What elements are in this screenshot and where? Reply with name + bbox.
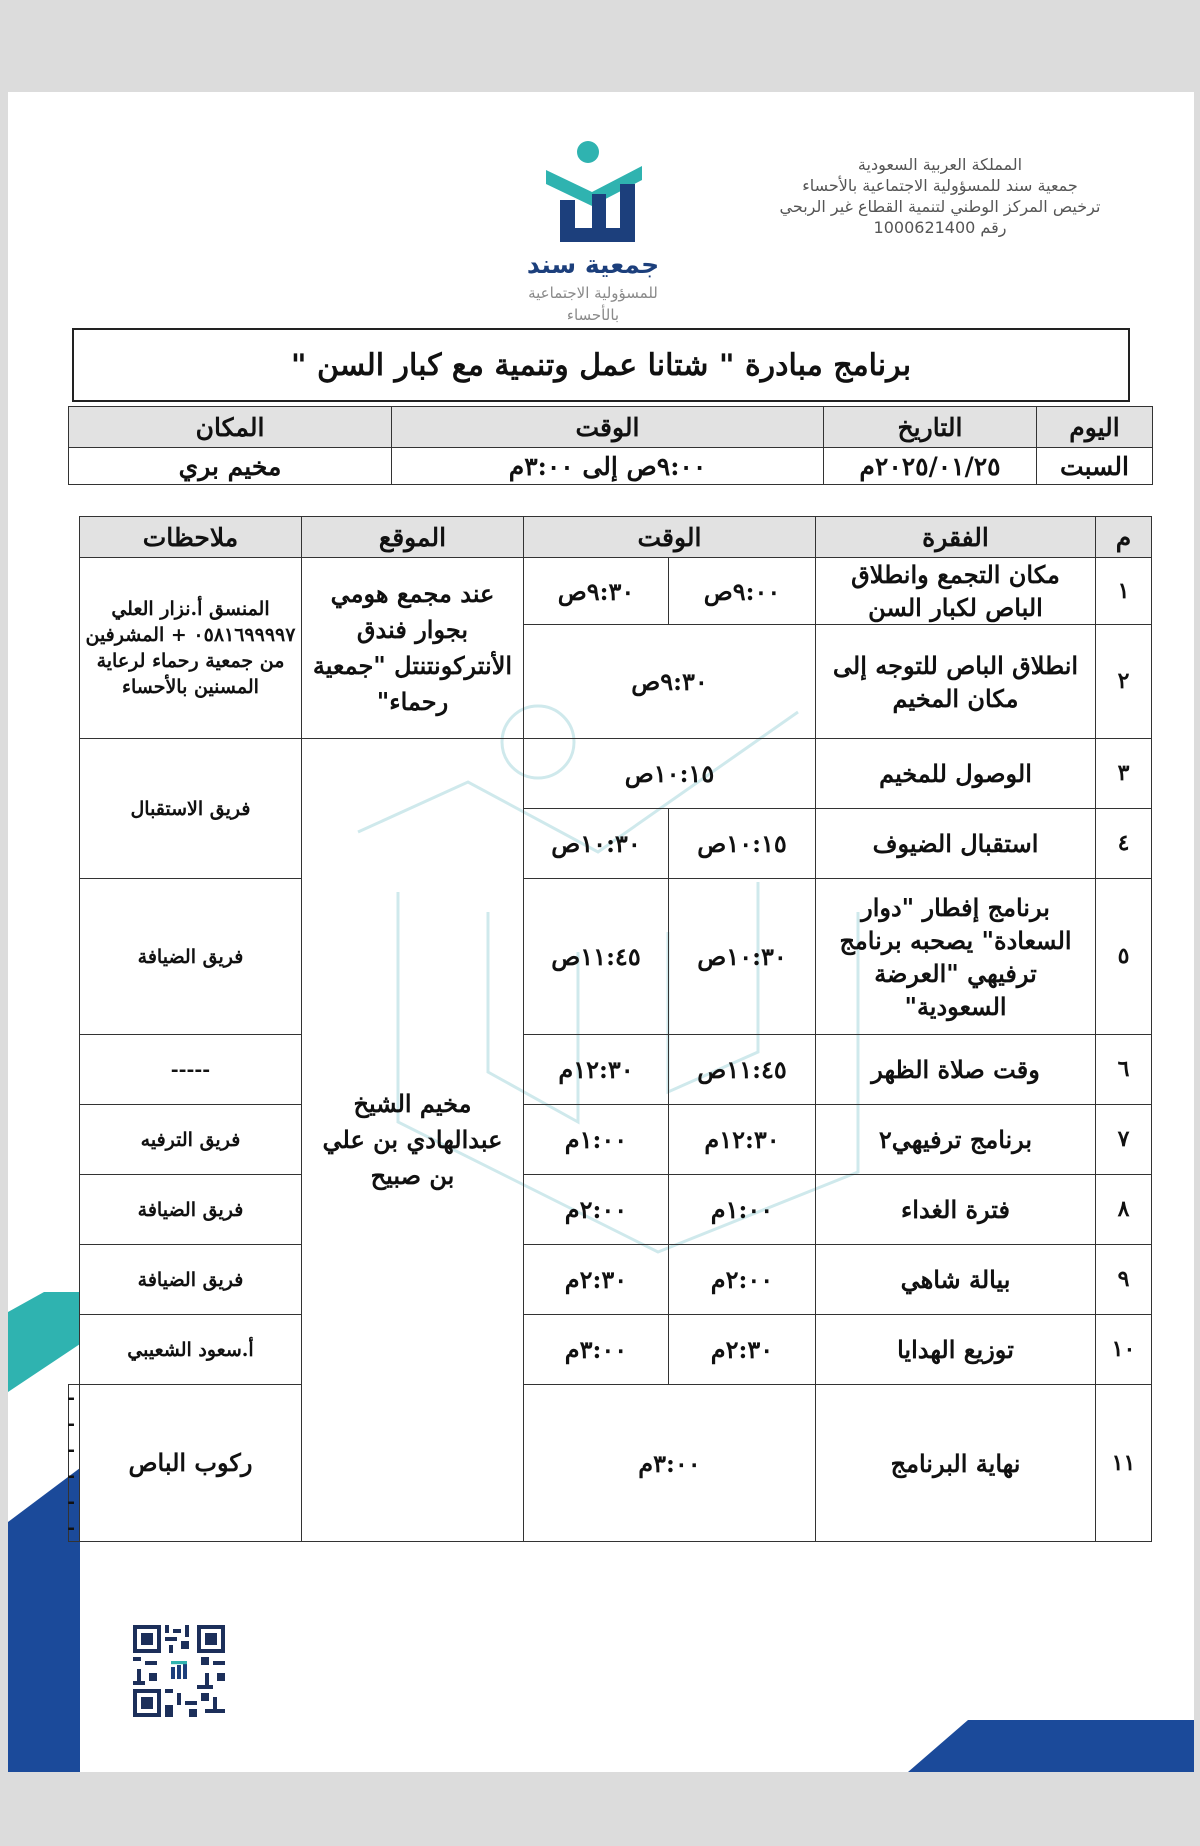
- org-line-country: المملكة العربية السعودية: [857, 155, 1023, 174]
- row-time-to: ٢:٠٠م: [523, 1175, 668, 1245]
- row-time-from: ٢:٣٠م: [669, 1315, 816, 1385]
- row-item: بيالة شاهي: [816, 1245, 1096, 1315]
- org-line-license: ترخيص المركز الوطني لتنمية القطاع غير الربحي: [779, 197, 1101, 216]
- row-item: الوصول للمخيم: [816, 739, 1096, 809]
- document-page: [8, 92, 1194, 1772]
- row-item: توزيع الهدايا: [816, 1315, 1096, 1385]
- summary-header-place: المكان: [69, 407, 392, 448]
- note-hospitality: فريق الضيافة: [79, 1245, 301, 1315]
- sanad-logo: [508, 140, 678, 322]
- row-time-from: ٢:٠٠م: [669, 1245, 816, 1315]
- location-end: ركوب الباص: [79, 1385, 301, 1542]
- table-row: [69, 558, 1152, 625]
- row-time-to: ٩:٣٠ص: [523, 558, 668, 625]
- row-time-to: ١:٠٠م: [523, 1105, 668, 1175]
- summary-date: ٢٠٢٥/٠١/٢٥م: [824, 448, 1037, 485]
- note-empty: -----: [79, 1035, 301, 1105]
- row-item: برنامج إفطار "دوار السعادة" يصحبه برنامج ترفيهي "العرضة السعودية": [816, 879, 1096, 1035]
- note-gathering: المنسق أ.نزار العلي ٠٥٨١٦٩٩٩٩٧ + المشرفين من جمعية رحماء لرعاية المسنين بالأحساء: [79, 558, 301, 739]
- logo-name: جمعية سند: [526, 250, 660, 279]
- summary-header-row: [69, 407, 1153, 448]
- organization-info: [750, 154, 1130, 238]
- summary-time: ٩:٠٠ص إلى ٣:٠٠م: [392, 448, 824, 485]
- row-time-to: ٣:٠٠م: [523, 1315, 668, 1385]
- summary-day: السبت: [1037, 448, 1153, 485]
- org-line-name: جمعية سند للمسؤولية الاجتماعية بالأحساء: [802, 176, 1078, 195]
- row-time: ٩:٣٠ص: [523, 625, 815, 739]
- row-number: ١١: [1096, 1385, 1152, 1542]
- schedule-header-row: [69, 517, 1152, 558]
- row-item: وقت صلاة الظهر: [816, 1035, 1096, 1105]
- schedule-table: [68, 516, 1152, 1542]
- note-gifts: أ.سعود الشعيبي: [79, 1315, 301, 1385]
- header-location: الموقع: [301, 517, 523, 558]
- row-item: استقبال الضيوف: [816, 809, 1096, 879]
- sanad-logo-mark: [508, 140, 678, 250]
- row-time-from: ٩:٠٠ص: [669, 558, 816, 625]
- org-line-number: رقم 1000621400: [873, 218, 1007, 237]
- header-number: م: [1096, 517, 1152, 558]
- table-row: [69, 739, 1152, 809]
- summary-header-time: الوقت: [392, 407, 824, 448]
- row-number: ٣: [1096, 739, 1152, 809]
- table-row: [69, 1175, 1152, 1245]
- row-time: ١٠:١٥ص: [523, 739, 815, 809]
- logo-location: بالأحساء: [566, 306, 620, 324]
- row-time-to: ١٢:٣٠م: [523, 1035, 668, 1105]
- row-item: مكان التجمع وانطلاق الباص لكبار السن: [816, 558, 1096, 625]
- note-hospitality: فريق الضيافة: [79, 1175, 301, 1245]
- row-item: نهاية البرنامج: [816, 1385, 1096, 1542]
- summary-value-row: [69, 448, 1153, 485]
- row-item: برنامج ترفيهي٢: [816, 1105, 1096, 1175]
- row-time-from: ١:٠٠م: [669, 1175, 816, 1245]
- note-reception: فريق الاستقبال: [79, 739, 301, 879]
- row-item: فترة الغداء: [816, 1175, 1096, 1245]
- table-row: [69, 1035, 1152, 1105]
- summary-header-day: اليوم: [1037, 407, 1153, 448]
- row-number: ١٠: [1096, 1315, 1152, 1385]
- note-hospitality: فريق الضيافة: [79, 879, 301, 1035]
- row-time-from: ١٠:١٥ص: [669, 809, 816, 879]
- row-number: ٥: [1096, 879, 1152, 1035]
- summary-place: مخيم بري: [69, 448, 392, 485]
- summary-header-date: التاريخ: [824, 407, 1037, 448]
- row-time-from: ١١:٤٥ص: [669, 1035, 816, 1105]
- location-gathering: عند مجمع هومي بجوار فندق الأنتركونتنتل "جمعية رحماء": [301, 558, 523, 739]
- decorative-corner-right: [908, 1708, 1194, 1772]
- note-entertainment: فريق الترفيه: [79, 1105, 301, 1175]
- table-row: [69, 1385, 1152, 1542]
- qr-code: [133, 1625, 225, 1717]
- header-notes: ملاحظات: [79, 517, 301, 558]
- table-row: [69, 1105, 1152, 1175]
- row-number: ٤: [1096, 809, 1152, 879]
- table-row: [69, 879, 1152, 1035]
- row-item: انطلاق الباص للتوجه إلى مكان المخيم: [816, 625, 1096, 739]
- table-row: [69, 1315, 1152, 1385]
- row-time-to: ١٠:٣٠ص: [523, 809, 668, 879]
- row-time-to: ١١:٤٥ص: [523, 879, 668, 1035]
- summary-table: [68, 406, 1153, 485]
- row-number: ٢: [1096, 625, 1152, 739]
- row-number: ٦: [1096, 1035, 1152, 1105]
- row-time: ٣:٠٠م: [523, 1385, 815, 1542]
- row-number: ٨: [1096, 1175, 1152, 1245]
- row-number: ١: [1096, 558, 1152, 625]
- row-time-to: ٢:٣٠م: [523, 1245, 668, 1315]
- row-number: ٩: [1096, 1245, 1152, 1315]
- program-title: برنامج مبادرة " شتانا عمل وتنمية مع كبار السن ": [72, 328, 1130, 402]
- header-item: الفقرة: [816, 517, 1096, 558]
- logo-tagline: للمسؤولية الاجتماعية: [528, 284, 658, 302]
- table-row: [69, 1245, 1152, 1315]
- row-time-from: ١٠:٣٠ص: [669, 879, 816, 1035]
- header-time: الوقت: [523, 517, 815, 558]
- row-time-from: ١٢:٣٠م: [669, 1105, 816, 1175]
- location-camp: مخيم الشيخ عبدالهادي بن علي بن صبيح: [301, 739, 523, 1542]
- note-end: ------: [69, 1385, 80, 1542]
- row-number: ٧: [1096, 1105, 1152, 1175]
